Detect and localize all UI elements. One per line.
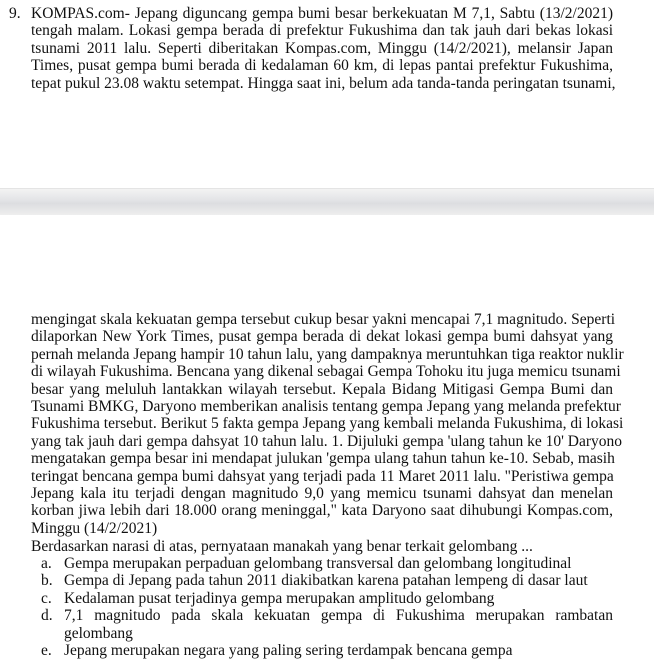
body-line: di wilayah Fukushima. Bencana yang dikenal sebagai Gempa Tohoku itu juga memicu tsunami — [31, 363, 621, 381]
option-text: 7,1 magnitudo pada skala kekuatan gempa di Fukushima merupakan rambatan gelombang — [64, 607, 613, 642]
answer-option-a[interactable] — [41, 555, 613, 572]
option-letter: d. — [41, 607, 53, 625]
option-text: Kedalaman pusat terjadinya gempa merupakan amplitudo gelombang — [64, 589, 495, 607]
body-line: besar yang meluluh lantakkan wilayah tersebut. Kepala Bidang Mitigasi Gempa Bumi dan — [31, 380, 613, 398]
body-line: mengatakan gempa besar ini mendapat julukan 'gempa ulang tahun tahun ke-10. Sebab, masih — [31, 450, 615, 468]
question-body-paragraph — [31, 311, 624, 537]
answer-option-c[interactable] — [41, 590, 613, 607]
body-line: korban jiwa lebih dari 18.000 orang meninggal," kata Daryono saat dihubungi Kompas.com, — [31, 502, 613, 520]
question-number: 9. — [9, 5, 21, 22]
intro-line: KOMPAS.com- Jepang diguncang gempa bumi besar berkekuatan M 7,1, Sabtu (13/2/2021) — [31, 5, 613, 22]
option-letter: b. — [41, 572, 53, 590]
body-line: Tsunami BMKG, Daryono memberikan analisis tentang gempa Jepang yang melanda prefektur — [31, 398, 621, 416]
intro-line: tsunami 2011 lalu. Seperti diberitakan Kompas.com, Minggu (14/2/2021), melansir Japan — [31, 39, 613, 57]
document-page-top — [0, 0, 654, 188]
question-intro-paragraph — [31, 5, 616, 92]
body-line: teringat bencana gempa bumi dahsyat yang terjadi pada 11 Maret 2011 lalu. "Peristiwa gempa — [31, 467, 614, 485]
intro-line: Times, pusat gempa bumi berada di kedalaman 60 km, di lepas pantai prefektur Fukushima, — [31, 57, 613, 75]
option-text: Gempa di Jepang pada tahun 2011 diakibatkan karena patahan lempeng di dasar laut — [64, 572, 588, 590]
answer-options-list — [41, 555, 613, 659]
body-line: mengingat skala kekuatan gempa tersebut cukup besar yakni mencapai 7,1 magnitudo. Seperti — [31, 311, 616, 328]
body-line: dilaporkan New York Times, pusat gempa berada di dekat lokasi gempa bumi dahsyat yang — [31, 328, 613, 346]
page-break-divider — [0, 188, 654, 216]
option-text: Gempa merupakan perpaduan gelombang transversal dan gelombang longitudinal — [64, 555, 572, 572]
option-letter: c. — [41, 589, 52, 607]
body-line: Minggu (14/2/2021) — [31, 519, 158, 537]
answer-option-e[interactable] — [41, 642, 613, 659]
question-prompt: Berdasarkan narasi di atas, pernyataan manakah yang benar terkait gelombang ... — [31, 538, 533, 555]
body-line: Jepang kala itu terjadi dengan magnitudo 9,0 yang memicu tsunami dahsyat dan menelan — [31, 485, 613, 503]
body-line: yang tak jauh dari gempa dahsyat 10 tahun lalu. 1. Dijuluki gempa 'ulang tahun ke 10' Daryono — [31, 432, 622, 450]
option-letter: e. — [41, 642, 52, 660]
option-letter: a. — [41, 555, 52, 572]
intro-line: tengah malam. Lokasi gempa berada di prefektur Fukushima dan tak jauh dari bekas lokasi — [31, 22, 613, 40]
body-line: Fukushima tersebut. Berikut 5 fakta gempa Jepang yang kembali melanda Fukushima, di lokasi — [31, 415, 624, 433]
answer-option-d[interactable] — [41, 607, 613, 642]
intro-line: tepat pukul 23.08 waktu setempat. Hingga saat ini, belum ada tanda-tanda peringatan tsunami, — [31, 74, 616, 92]
body-line: pernah melanda Jepang hampir 10 tahun lalu, yang dampaknya meruntuhkan tiga reaktor nuklir — [31, 345, 624, 363]
option-text: Jepang merupakan negara yang paling sering terdampak bencana gempa — [64, 642, 513, 660]
answer-option-b[interactable] — [41, 572, 613, 589]
